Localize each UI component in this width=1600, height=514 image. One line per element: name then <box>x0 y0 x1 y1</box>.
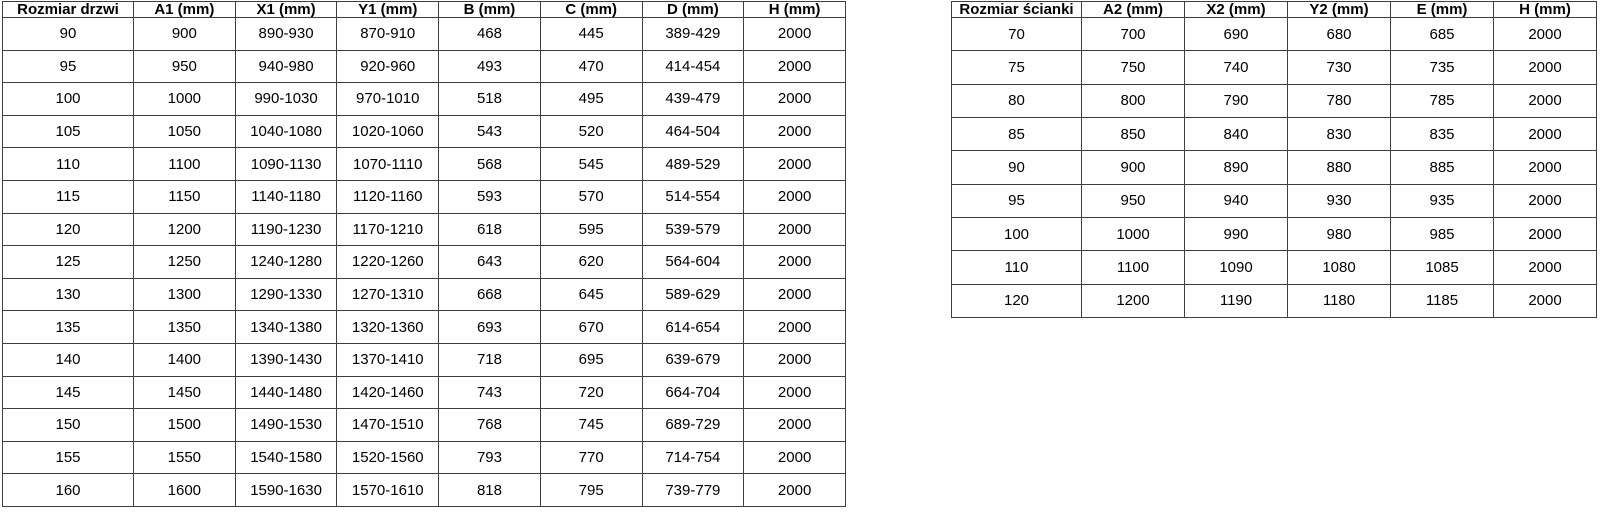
table-row <box>952 51 1597 84</box>
table-cell: 389-429 <box>642 18 744 51</box>
table-cell: 885 <box>1391 151 1494 184</box>
table-cell: 135 <box>3 311 134 344</box>
table-cell: 800 <box>1082 84 1185 117</box>
table-cell: 1190 <box>1185 284 1288 317</box>
table-cell: 414-454 <box>642 50 744 83</box>
column-header: Y2 (mm) <box>1288 2 1391 18</box>
table-cell: 745 <box>540 409 642 442</box>
table-cell: 105 <box>3 115 134 148</box>
table-cell: 1290-1330 <box>235 278 337 311</box>
table-cell: 980 <box>1288 217 1391 250</box>
header-row <box>3 2 846 18</box>
table-cell: 140 <box>3 343 134 376</box>
table-cell: 1490-1530 <box>235 409 337 442</box>
table-cell: 900 <box>1082 151 1185 184</box>
table-cell: 1420-1460 <box>337 376 439 409</box>
table-cell: 664-704 <box>642 376 744 409</box>
table-cell: 730 <box>1288 51 1391 84</box>
table-cell: 790 <box>1185 84 1288 117</box>
table-cell: 940-980 <box>235 50 337 83</box>
table-cell: 1400 <box>134 343 236 376</box>
table-cell: 685 <box>1391 18 1494 51</box>
table-row <box>952 184 1597 217</box>
table-cell: 439-479 <box>642 83 744 116</box>
table-cell: 643 <box>439 246 541 279</box>
table-row <box>3 115 846 148</box>
table-cell: 1240-1280 <box>235 246 337 279</box>
table-cell: 890 <box>1185 151 1288 184</box>
table-cell: 693 <box>439 311 541 344</box>
table-cell: 90 <box>3 18 134 51</box>
table-cell: 1300 <box>134 278 236 311</box>
table-row <box>3 441 846 474</box>
table-cell: 920-960 <box>337 50 439 83</box>
column-header: Rozmiar drzwi <box>3 2 134 18</box>
table-cell: 900 <box>134 18 236 51</box>
table-cell: 150 <box>3 409 134 442</box>
table-cell: 1100 <box>134 148 236 181</box>
table-cell: 1350 <box>134 311 236 344</box>
table-cell: 2000 <box>744 278 846 311</box>
table-cell: 850 <box>1082 117 1185 150</box>
table-cell: 1020-1060 <box>337 115 439 148</box>
table-cell: 1050 <box>134 115 236 148</box>
table-row <box>3 311 846 344</box>
table-cell: 1120-1160 <box>337 180 439 213</box>
table-cell: 1440-1480 <box>235 376 337 409</box>
table-cell: 750 <box>1082 51 1185 84</box>
table-row <box>952 117 1597 150</box>
table-row <box>952 251 1597 284</box>
table-cell: 543 <box>439 115 541 148</box>
header-row <box>952 2 1597 18</box>
table-row <box>3 343 846 376</box>
column-header: B (mm) <box>439 2 541 18</box>
column-header: Rozmiar ścianki <box>952 2 1082 18</box>
table-cell: 645 <box>540 278 642 311</box>
table-cell: 743 <box>439 376 541 409</box>
table-cell: 160 <box>3 474 134 507</box>
table-cell: 690 <box>1185 18 1288 51</box>
column-header: A2 (mm) <box>1082 2 1185 18</box>
table-cell: 1370-1410 <box>337 343 439 376</box>
table-cell: 735 <box>1391 51 1494 84</box>
table-cell: 618 <box>439 213 541 246</box>
table-cell: 1150 <box>134 180 236 213</box>
table-cell: 2000 <box>744 83 846 116</box>
table-cell: 614-654 <box>642 311 744 344</box>
table-cell: 1500 <box>134 409 236 442</box>
table-cell: 489-529 <box>642 148 744 181</box>
table-cell: 990 <box>1185 217 1288 250</box>
column-header: X1 (mm) <box>235 2 337 18</box>
table-cell: 840 <box>1185 117 1288 150</box>
table-cell: 2000 <box>744 311 846 344</box>
table-cell: 670 <box>540 311 642 344</box>
table-cell: 2000 <box>744 180 846 213</box>
column-header: C (mm) <box>540 2 642 18</box>
table-cell: 785 <box>1391 84 1494 117</box>
table-row <box>952 151 1597 184</box>
table-cell: 1600 <box>134 474 236 507</box>
table-cell: 1070-1110 <box>337 148 439 181</box>
table-cell: 2000 <box>1494 18 1597 51</box>
table-cell: 155 <box>3 441 134 474</box>
table-cell: 2000 <box>744 376 846 409</box>
table-cell: 495 <box>540 83 642 116</box>
table-cell: 1270-1310 <box>337 278 439 311</box>
table-cell: 870-910 <box>337 18 439 51</box>
table-cell: 780 <box>1288 84 1391 117</box>
table-cell: 818 <box>439 474 541 507</box>
table-cell: 564-604 <box>642 246 744 279</box>
table-cell: 110 <box>952 251 1082 284</box>
table-cell: 468 <box>439 18 541 51</box>
table-cell: 1250 <box>134 246 236 279</box>
table-cell: 545 <box>540 148 642 181</box>
table-cell: 145 <box>3 376 134 409</box>
table-cell: 835 <box>1391 117 1494 150</box>
table-row <box>3 246 846 279</box>
table-row <box>3 180 846 213</box>
table-cell: 1550 <box>134 441 236 474</box>
table-cell: 620 <box>540 246 642 279</box>
table-cell: 2000 <box>744 409 846 442</box>
column-header: Y1 (mm) <box>337 2 439 18</box>
table-cell: 950 <box>134 50 236 83</box>
table-cell: 2000 <box>744 115 846 148</box>
table-cell: 985 <box>1391 217 1494 250</box>
table-row <box>3 278 846 311</box>
table-cell: 1040-1080 <box>235 115 337 148</box>
table-cell: 125 <box>3 246 134 279</box>
table-cell: 720 <box>540 376 642 409</box>
table-cell: 115 <box>3 180 134 213</box>
table-cell: 940 <box>1185 184 1288 217</box>
table-cell: 568 <box>439 148 541 181</box>
table-cell: 740 <box>1185 51 1288 84</box>
table-cell: 120 <box>3 213 134 246</box>
table-cell: 70 <box>952 18 1082 51</box>
table-cell: 2000 <box>744 441 846 474</box>
column-header: D (mm) <box>642 2 744 18</box>
column-header: H (mm) <box>1494 2 1597 18</box>
table-cell: 1180 <box>1288 284 1391 317</box>
table-cell: 85 <box>952 117 1082 150</box>
table-cell: 970-1010 <box>337 83 439 116</box>
table-cell: 100 <box>952 217 1082 250</box>
table-cell: 1470-1510 <box>337 409 439 442</box>
table-cell: 1200 <box>1082 284 1185 317</box>
table-cell: 493 <box>439 50 541 83</box>
table-cell: 539-579 <box>642 213 744 246</box>
table-cell: 768 <box>439 409 541 442</box>
table-row <box>3 83 846 116</box>
table-row <box>3 213 846 246</box>
table-cell: 1190-1230 <box>235 213 337 246</box>
table-cell: 2000 <box>1494 251 1597 284</box>
table-cell: 445 <box>540 18 642 51</box>
door-size-table <box>2 1 846 507</box>
table-cell: 2000 <box>1494 284 1597 317</box>
table-cell: 770 <box>540 441 642 474</box>
table-cell: 689-729 <box>642 409 744 442</box>
table-cell: 2000 <box>1494 51 1597 84</box>
table-cell: 1000 <box>1082 217 1185 250</box>
table-cell: 2000 <box>1494 84 1597 117</box>
table-cell: 1590-1630 <box>235 474 337 507</box>
table-cell: 464-504 <box>642 115 744 148</box>
table-cell: 2000 <box>744 474 846 507</box>
table-cell: 2000 <box>1494 117 1597 150</box>
table-cell: 2000 <box>1494 217 1597 250</box>
table-cell: 1570-1610 <box>337 474 439 507</box>
table-cell: 880 <box>1288 151 1391 184</box>
table-row <box>952 217 1597 250</box>
table-cell: 570 <box>540 180 642 213</box>
table-cell: 520 <box>540 115 642 148</box>
column-header: X2 (mm) <box>1185 2 1288 18</box>
table-cell: 714-754 <box>642 441 744 474</box>
table-cell: 1340-1380 <box>235 311 337 344</box>
wall-size-table <box>951 1 1597 318</box>
table-cell: 90 <box>952 151 1082 184</box>
table-cell: 95 <box>3 50 134 83</box>
table-cell: 2000 <box>744 50 846 83</box>
table-cell: 2000 <box>744 343 846 376</box>
table-row <box>3 50 846 83</box>
table-cell: 110 <box>3 148 134 181</box>
table-cell: 2000 <box>744 213 846 246</box>
table-cell: 639-679 <box>642 343 744 376</box>
table-row <box>3 148 846 181</box>
table-cell: 1100 <box>1082 251 1185 284</box>
table-cell: 1390-1430 <box>235 343 337 376</box>
table-row <box>952 18 1597 51</box>
table-cell: 1200 <box>134 213 236 246</box>
table-cell: 1140-1180 <box>235 180 337 213</box>
table-cell: 795 <box>540 474 642 507</box>
table-row <box>952 84 1597 117</box>
table-cell: 2000 <box>744 246 846 279</box>
table-cell: 1170-1210 <box>337 213 439 246</box>
table-cell: 1080 <box>1288 251 1391 284</box>
table-cell: 695 <box>540 343 642 376</box>
table-cell: 1000 <box>134 83 236 116</box>
table-cell: 718 <box>439 343 541 376</box>
table-cell: 2000 <box>1494 151 1597 184</box>
table-cell: 1085 <box>1391 251 1494 284</box>
table-cell: 1220-1260 <box>337 246 439 279</box>
table-row <box>3 474 846 507</box>
table-cell: 2000 <box>1494 184 1597 217</box>
table-cell: 514-554 <box>642 180 744 213</box>
table-cell: 930 <box>1288 184 1391 217</box>
table-cell: 593 <box>439 180 541 213</box>
table-cell: 668 <box>439 278 541 311</box>
table-row <box>3 376 846 409</box>
table-cell: 589-629 <box>642 278 744 311</box>
table-cell: 793 <box>439 441 541 474</box>
table-cell: 100 <box>3 83 134 116</box>
table-cell: 75 <box>952 51 1082 84</box>
table-cell: 1540-1580 <box>235 441 337 474</box>
table-cell: 680 <box>1288 18 1391 51</box>
table-cell: 890-930 <box>235 18 337 51</box>
column-header: A1 (mm) <box>134 2 236 18</box>
table-cell: 1185 <box>1391 284 1494 317</box>
column-header: H (mm) <box>744 2 846 18</box>
table-cell: 470 <box>540 50 642 83</box>
table-cell: 95 <box>952 184 1082 217</box>
table-row <box>952 284 1597 317</box>
table-row <box>3 409 846 442</box>
table-cell: 1520-1560 <box>337 441 439 474</box>
table-cell: 1090-1130 <box>235 148 337 181</box>
table-cell: 1320-1360 <box>337 311 439 344</box>
table-cell: 950 <box>1082 184 1185 217</box>
table-cell: 1450 <box>134 376 236 409</box>
table-cell: 518 <box>439 83 541 116</box>
table-cell: 80 <box>952 84 1082 117</box>
table-cell: 990-1030 <box>235 83 337 116</box>
table-cell: 700 <box>1082 18 1185 51</box>
table-cell: 2000 <box>744 148 846 181</box>
table-cell: 2000 <box>744 18 846 51</box>
table-cell: 739-779 <box>642 474 744 507</box>
table-cell: 830 <box>1288 117 1391 150</box>
table-row <box>3 18 846 51</box>
table-cell: 935 <box>1391 184 1494 217</box>
table-cell: 1090 <box>1185 251 1288 284</box>
column-header: E (mm) <box>1391 2 1494 18</box>
table-cell: 120 <box>952 284 1082 317</box>
table-cell: 130 <box>3 278 134 311</box>
table-cell: 595 <box>540 213 642 246</box>
